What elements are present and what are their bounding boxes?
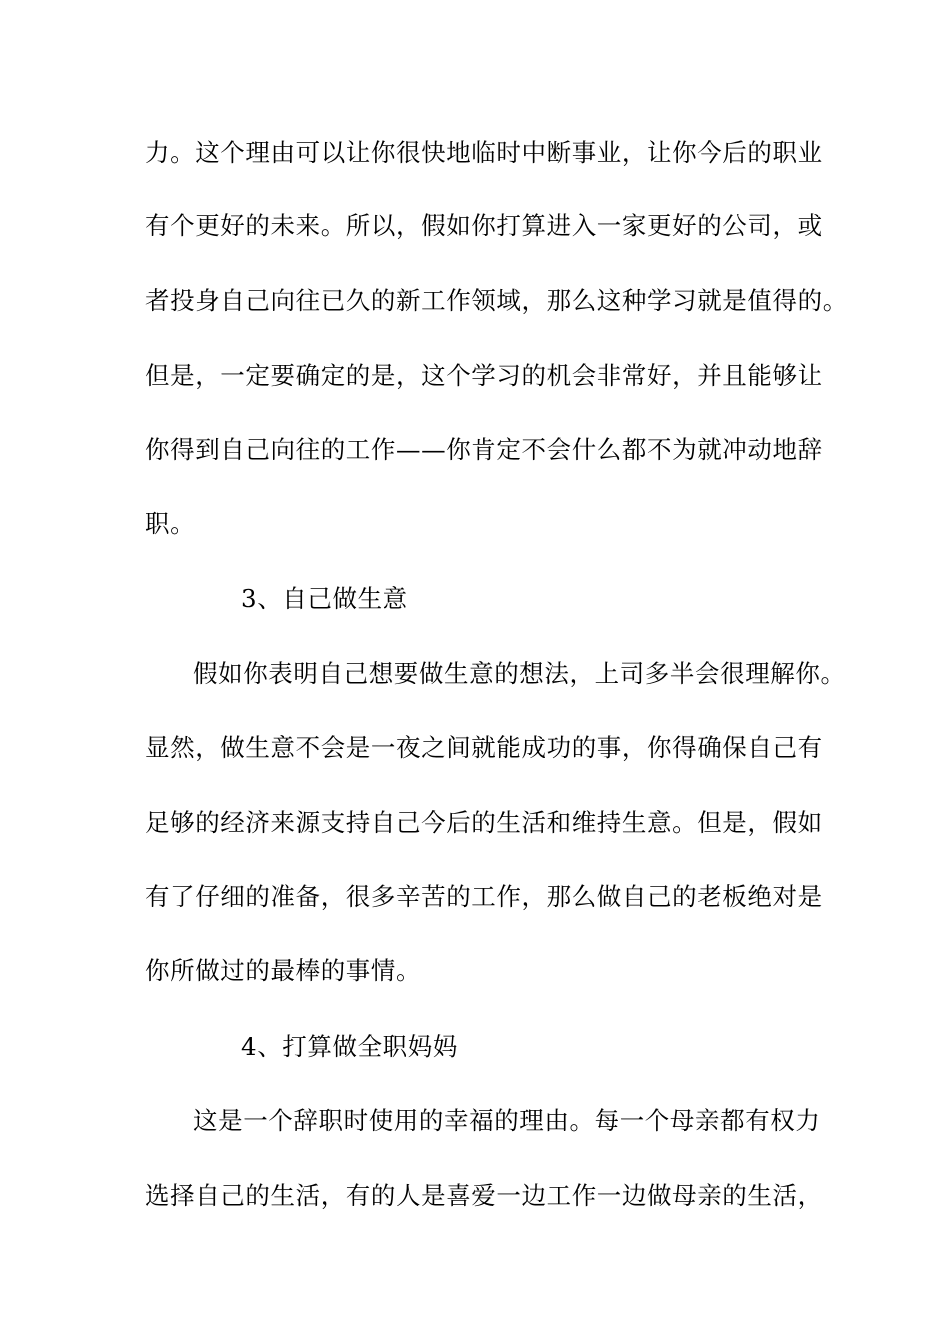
section-heading-3: 3、自己做生意 xyxy=(241,584,408,613)
paragraph-line: 你所做过的最棒的事情。 xyxy=(145,956,422,985)
paragraph-line: 职。 xyxy=(145,509,196,538)
paragraph-line: 有了仔细的准备，很多辛苦的工作，那么做自己的老板绝对是 xyxy=(145,882,823,911)
paragraph-line: 你得到自己向往的工作——你肯定不会什么都不为就冲动地辞 xyxy=(145,435,823,464)
paragraph-line: 假如你表明自己想要做生意的想法，上司多半会很理解你。 xyxy=(193,659,846,688)
paragraph-line: 显然，做生意不会是一夜之间就能成功的事，你得确保自己有 xyxy=(145,733,823,762)
paragraph-line: 力。这个理由可以让你很快地临时中断事业，让你今后的职业 xyxy=(145,138,823,167)
paragraph-line: 有个更好的未来。所以，假如你打算进入一家更好的公司，或 xyxy=(145,211,823,240)
section-heading-4: 4、打算做全职妈妈 xyxy=(241,1032,458,1061)
paragraph-line: 者投身自己向往已久的新工作领域，那么这种学习就是值得的。 xyxy=(145,286,848,315)
paragraph-line: 但是，一定要确定的是，这个学习的机会非常好，并且能够让 xyxy=(145,361,823,390)
paragraph-line: 选择自己的生活，有的人是喜爱一边工作一边做母亲的生活， xyxy=(145,1181,823,1210)
paragraph-line: 足够的经济来源支持自己今后的生活和维持生意。但是，假如 xyxy=(145,808,823,837)
paragraph-line: 这是一个辞职时使用的幸福的理由。每一个母亲都有权力 xyxy=(193,1106,821,1135)
